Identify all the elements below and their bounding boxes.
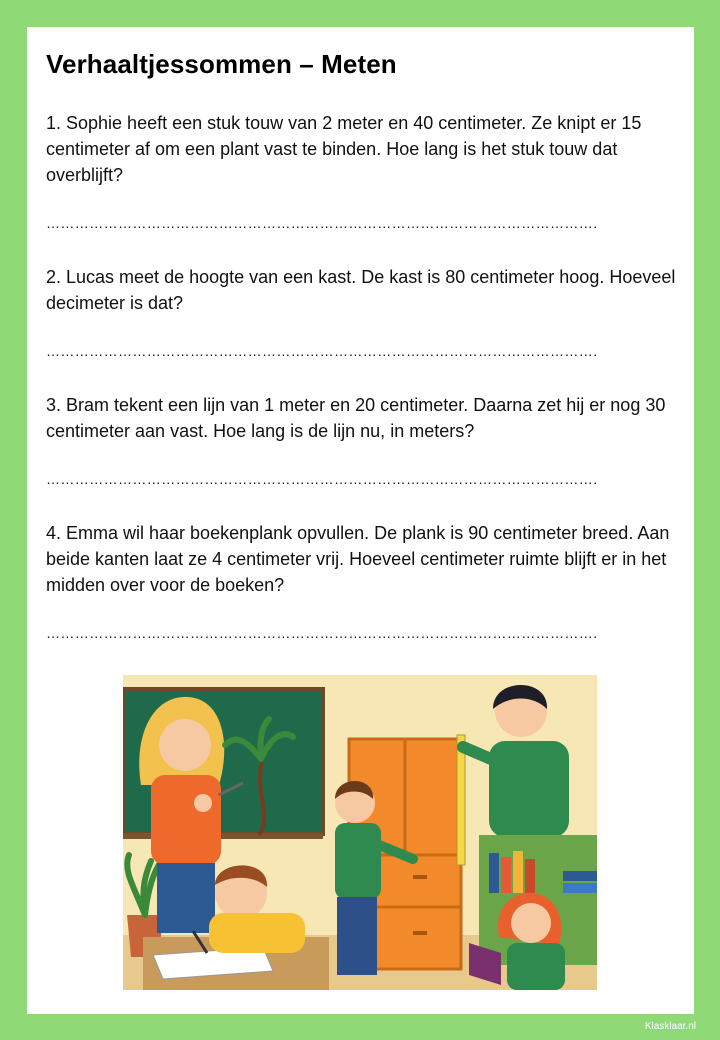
question-3: 3. Bram tekent een lijn van 1 meter en 20 centimeter. Daarna zet hij er nog 30 centimeter aan vast. Hoe lang is de lijn nu, in meters? bbox=[46, 395, 666, 441]
answer-line-3[interactable]: ……………………………………………………………………………………………………. bbox=[46, 471, 598, 487]
answer-line-1[interactable]: ……………………………………………………………………………………………………. bbox=[46, 215, 598, 231]
footer-brand[interactable]: Klasklaar.nl bbox=[644, 1021, 696, 1032]
worksheet-title: Verhaaltjessommen – Meten bbox=[46, 49, 397, 79]
worksheet-page bbox=[27, 27, 694, 1014]
classroom-measuring-illustration bbox=[123, 675, 597, 990]
answer-line-2[interactable]: ……………………………………………………………………………………………………. bbox=[46, 343, 598, 359]
answer-line-4[interactable]: ……………………………………………………………………………………………………. bbox=[46, 625, 598, 641]
measuring-tape bbox=[457, 735, 465, 865]
question-2: 2. Lucas meet de hoogte van een kast. De kast is 80 centimeter hoog. Hoeveel decimeter is dat? bbox=[46, 267, 676, 313]
question-4: 4. Emma wil haar boekenplank opvullen. De plank is 90 centimeter breed. Aan beide kanten laat ze 4 centimeter vrij. Hoeveel centimeter ruimte blijft er in het midden over voor de boeken? bbox=[46, 523, 670, 595]
question-1: 1. Sophie heeft een stuk touw van 2 meter en 40 centimeter. Ze knipt er 15 centimeter af om een plant vast te binden. Hoe lang is het stuk touw dat overblijft? bbox=[46, 113, 642, 185]
